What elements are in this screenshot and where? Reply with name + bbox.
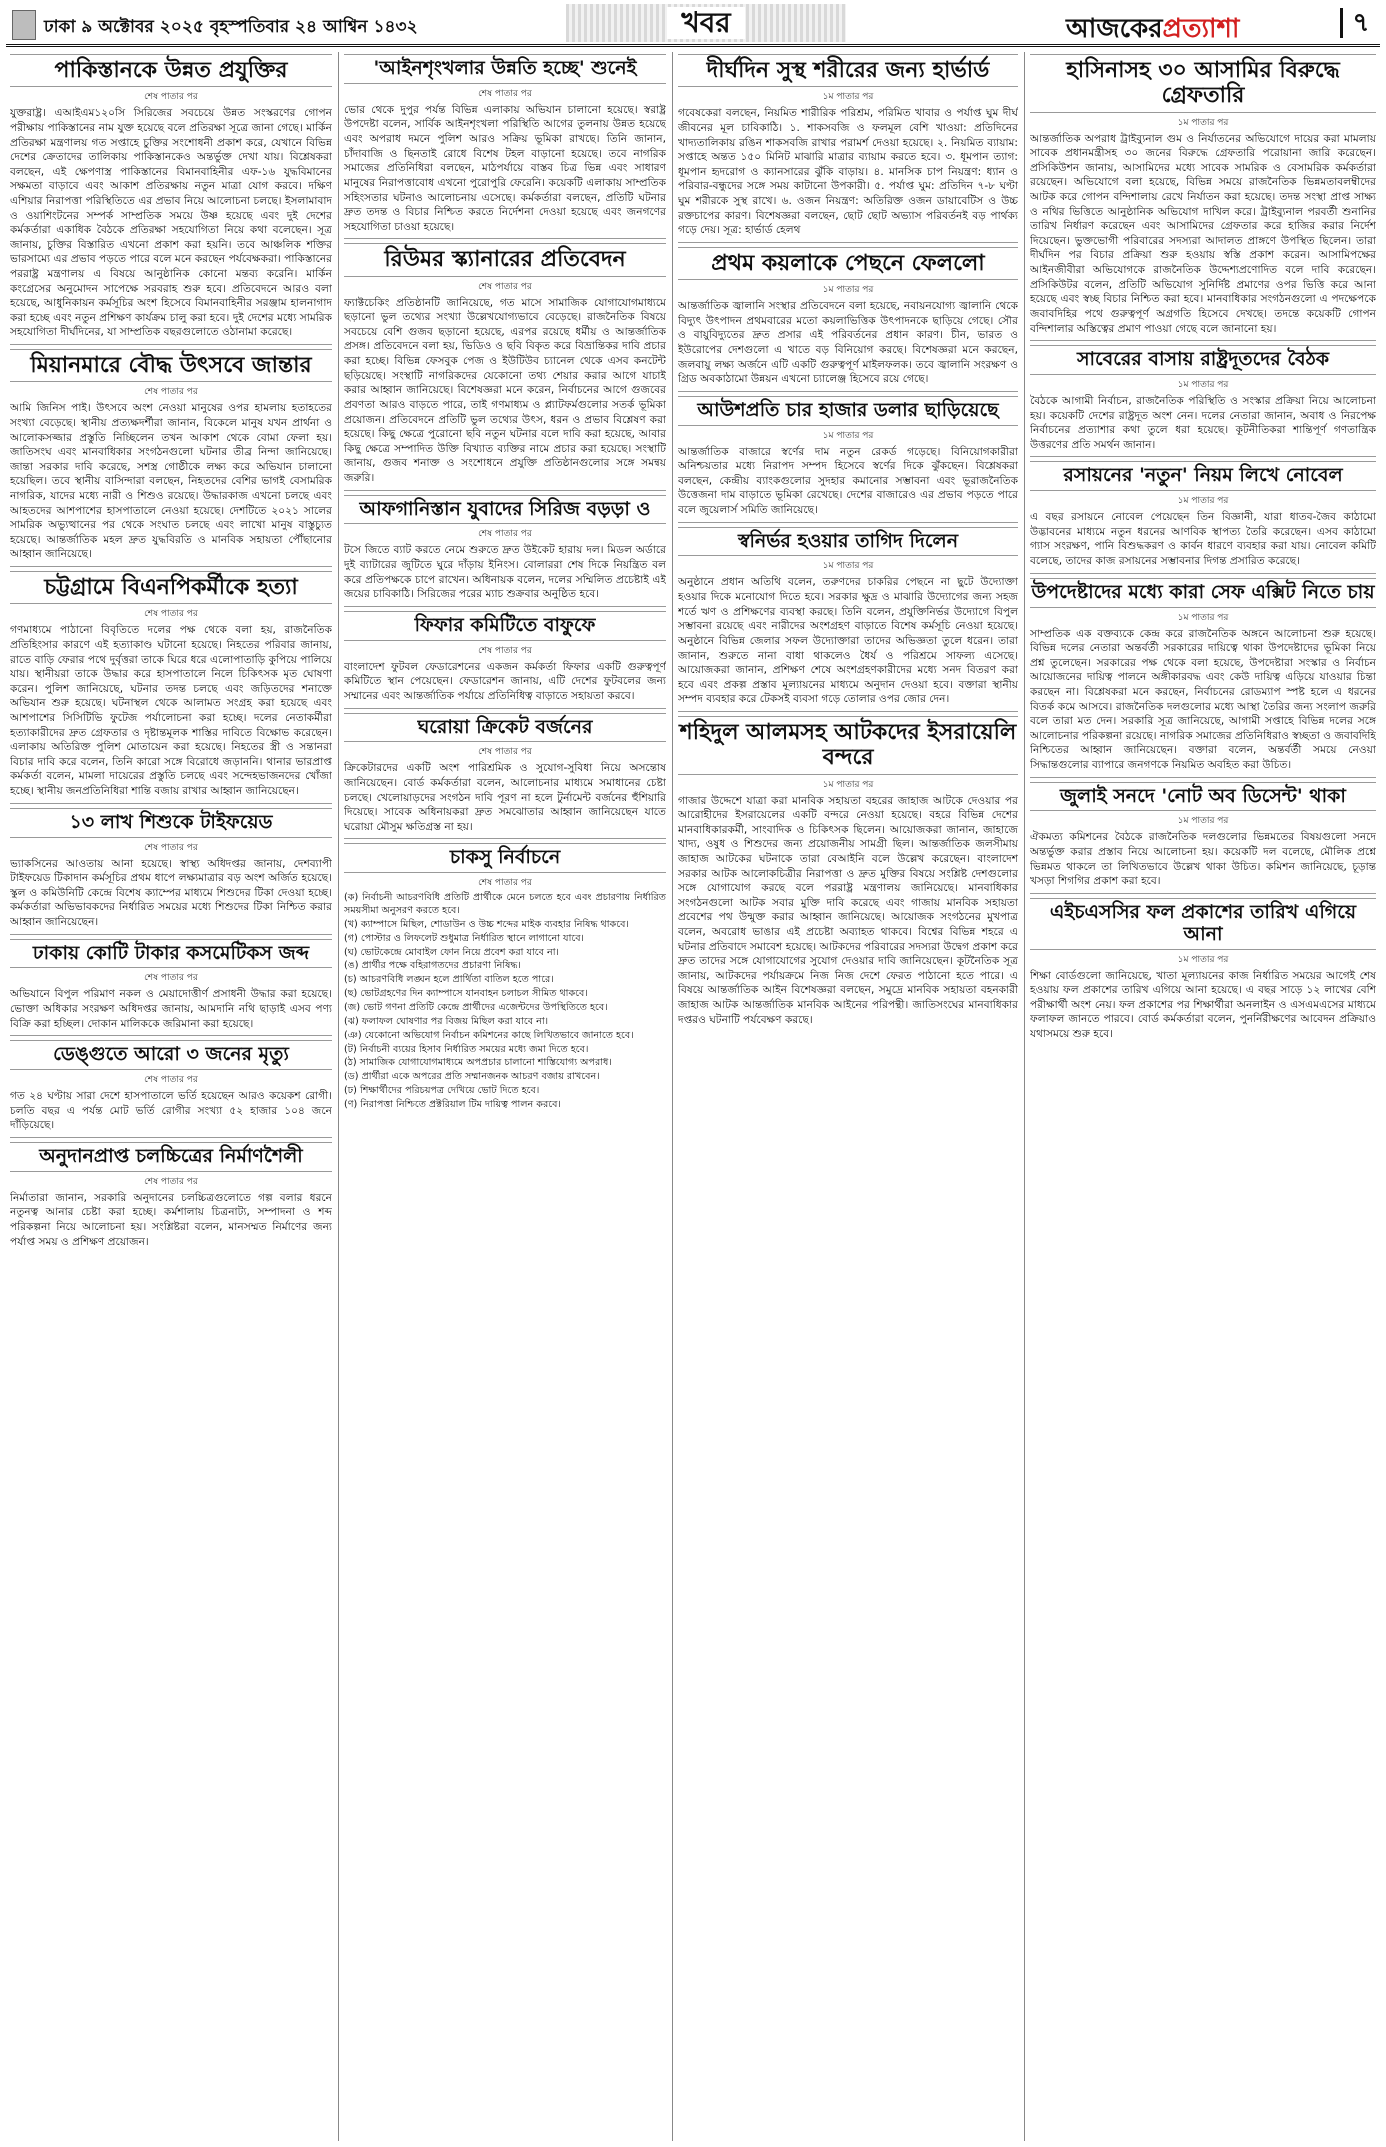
story-divider	[678, 711, 1018, 712]
list-item: (ঢ) শিক্ষার্থীদের পরিচয়পত্র দেখিয়ে ভোট দিতে হবে।	[344, 1085, 540, 1097]
news-story	[10, 808, 332, 930]
story-divider	[1030, 340, 1376, 341]
story-divider	[1030, 573, 1376, 574]
story-divider	[10, 803, 332, 804]
story-divider	[10, 1137, 332, 1138]
continuation-label: শেষ পাতার পর	[144, 1176, 198, 1187]
list-item: (ছ) ভোটগ্রহণের দিন ক্যাম্পাসে যানবাহন চলাচল সীমিত থাকবে।	[344, 988, 588, 1000]
story-body: নির্মাতারা জানান, সরকারি অনুদানের চলচ্চিত্রগুলোতে গল্প বলার ধরনে নতুনত্ব আনার চেষ্টা করা হচ্ছে। কর্মশালায় চিত্রনাট্য, সম্পাদনা ও শব্দ পরিকল্পনা নিয়ে আলোচনা হয়। সংশ্লিষ্টরা বলেন, মানসম্মত নির্মাণের জন্য পর্যাপ্ত সময় ও প্রশিক্ষণ প্রয়োজন।	[10, 1191, 332, 1248]
story-body: অভিযানে বিপুল পরিমাণ নকল ও মেয়াদোত্তীর্ণ প্রসাধনী উদ্ধার করা হয়েছে। ভোক্তা অধিকার সংরক্ষণ অধিদপ্তর জানায়, আমদানি নথি ছাড়াই এসব পণ্য বিক্রি করা হচ্ছিল। দোকান মালিককে জরিমানা করা হয়েছে।	[10, 988, 332, 1030]
continuation-label: শেষ পাতার পর	[478, 529, 532, 540]
list-item: (গ) পোস্টার ও লিফলেট শুধুমাত্র নির্ধারিত স্থানে লাগানো যাবে।	[344, 932, 584, 944]
story-body: এ বছর রসায়নে নোবেল পেয়েছেন তিন বিজ্ঞানী, যারা ধাতব-জৈব কাঠামো উদ্ভাবনের মাধ্যমে নতুন ধরনের আণবিক স্থাপত্য তৈরি করেছেন। এসব কাঠামো গ্যাস সংরক্ষণ, পানি বিশুদ্ধকরণ ও কার্বন ধারণে ব্যবহার করা যায়। নোবেল কমিটি বলেছে, তাদের কাজ রসায়নের সম্ভাবনার দিগন্ত প্রসারিত করেছে।	[1030, 511, 1376, 568]
story-divider	[344, 490, 666, 491]
story-headline[interactable]: আফগানিস্তান যুবাদের সিরিজ বড়ড়া ও	[344, 495, 666, 525]
list-item: (জ) ভোট গণনা প্রতিটি কেন্দ্রে প্রার্থীদের এজেন্টদের উপস্থিতিতে হবে।	[344, 1001, 608, 1013]
story-headline[interactable]: মিয়ানমারে বৌদ্ধ উৎসবে জান্তার	[10, 349, 332, 382]
news-story	[344, 54, 666, 234]
story-headline[interactable]: হাসিনাসহ ৩০ আসামির বিরুদ্ধে গ্রেফতারি	[1030, 54, 1376, 113]
story-headline[interactable]: 'আইনশৃংখলার উন্নতি হচ্ছে' শুনেই	[344, 54, 666, 84]
story-body: অনুষ্ঠানে প্রধান অতিথি বলেন, তরুণদের চাকরির পেছনে না ছুটে উদ্যোক্তা হওয়ার দিকে মনোযোগ দিতে হবে। সরকার ক্ষুদ্র ও মাঝারি উদ্যোগের জন্য সহজ শর্তে ঋণ ও প্রশিক্ষণের ব্যবস্থা করছে। তিনি বলেন, প্রযুক্তিনির্ভর উদ্যোগে বিপুল সম্ভাবনা রয়েছে এবং নারীদের অংশগ্রহণ বাড়াতে বিশেষ কর্মসূচি নেওয়া হয়েছে। অনুষ্ঠানে বিভিন্ন জেলার সফল উদ্যোক্তারা তাদের অভিজ্ঞতা তুলে ধরেন। তারা জানান, শুরুতে নানা বাধা থাকলেও ধৈর্য ও পরিশ্রমে সাফল্য এসেছে। আয়োজকরা জানান, প্রশিক্ষণ শেষে অংশগ্রহণকারীদের মধ্যে সনদ বিতরণ করা হবে এবং প্রকল্প প্রস্তাব মূল্যায়নের মাধ্যমে অনুদান দেওয়া হবে। বক্তারা স্থানীয় সম্পদ ব্যবহার করে টেকসই ব্যবসা গড়ে তোলার ওপর জোর দেন।	[678, 576, 1018, 706]
column-3	[678, 52, 1018, 2141]
news-story	[10, 349, 332, 562]
list-item: (ণ) নিরাপত্তা নিশ্চিতে প্রক্টরিয়াল টিম দায়িত্ব পালন করবে।	[344, 1098, 561, 1110]
story-body: গবেষকেরা বলছেন, নিয়মিত শারীরিক পরিশ্রম, পরিমিত খাবার ও পর্যাপ্ত ঘুম দীর্ঘ জীবনের মূল চাবিকাঠি। ১. শাকসবজি ও ফলমূল বেশি খাওয়া: প্রতিদিনের খাদ্যতালিকায় রঙিন শাকসবজি রাখার পরামর্শ দেওয়া হয়েছে। ২. নিয়মিত ব্যায়াম: সপ্তাহে অন্তত ১৫০ মিনিট মাঝারি মাত্রার ব্যায়াম করতে হবে। ৩. ধূমপান ত্যাগ: ধূমপান হৃদরোগ ও ক্যানসারের ঝুঁকি বাড়ায়। ৪. মানসিক চাপ নিয়ন্ত্রণ: ধ্যান ও পরিবার-বন্ধুদের সঙ্গে সময় কাটানো উপকারী। ৫. পর্যাপ্ত ঘুম: প্রতিদিন ৭-৮ ঘণ্টা ঘুম শরীরকে সুস্থ রাখে। ৬. ওজন নিয়ন্ত্রণ: অতিরিক্ত ওজন ডায়াবেটিস ও উচ্চ রক্তচাপের কারণ। বিশেষজ্ঞরা বলছেন, ছোট ছোট অভ্যাস পরিবর্তনই বড় পার্থক্য গড়ে দেয়। সূত্র: হার্ভার্ড হেলথ	[678, 107, 1018, 237]
story-body: শিক্ষা বোর্ডগুলো জানিয়েছে, খাতা মূল্যায়নের কাজ নির্ধারিত সময়ের আগেই শেষ হওয়ায় ফল প্রকাশের তারিখ এগিয়ে আনা হয়েছে। এ বছর সাড়ে ১২ লাখের বেশি পরীক্ষার্থী অংশ নেয়। ফল প্রকাশের পর শিক্ষার্থীরা অনলাইন ও এসএমএসের মাধ্যমে ফলাফল জানতে পারবে। বোর্ড কর্মকর্তারা বলেন, পুনর্নিরীক্ষণের আবেদন প্রক্রিয়াও যথাসময়ে শুরু হবে।	[1030, 969, 1376, 1041]
story-divider	[678, 391, 1018, 392]
continuation-label: ১ম পাতার পর	[1177, 117, 1229, 128]
story-divider	[678, 242, 1018, 243]
story-divider	[344, 708, 666, 709]
story-divider	[1030, 456, 1376, 457]
continuation-label: শেষ পাতার পর	[144, 1075, 198, 1086]
date-line: ঢাকা ৯ অক্টোবর ২০২৫ বৃহস্পতিবার ২৪ আশ্বিন ১৪৩২	[44, 17, 418, 37]
story-body: আন্তর্জাতিক বাজারে স্বর্ণের দাম নতুন রেকর্ড গড়েছে। বিনিয়োগকারীরা অনিশ্চয়তার মধ্যে নিরাপদ সম্পদ হিসেবে স্বর্ণের দিকে ঝুঁকছেন। বিশ্লেষকরা বলছেন, কেন্দ্রীয় ব্যাংকগুলোর সুদহার কমানোর সম্ভাবনা এবং ভূরাজনৈতিক উত্তেজনা দাম বাড়াতে ভূমিকা রেখেছে। দেশের বাজারেও এর প্রভাব পড়তে পারে বলে জুয়েলার্স সমিতি জানিয়েছে।	[678, 445, 1018, 517]
continuation-label: ১ম পাতার পর	[1177, 954, 1229, 965]
list-item: (ঠ) সামাজিক যোগাযোগমাধ্যমে অপপ্রচার চালানো শাস্তিযোগ্য অপরাধ।	[344, 1057, 612, 1069]
column-2	[344, 52, 666, 2141]
story-headline[interactable]: স্বনির্ভর হওয়ার তাগিদ দিলেন	[678, 527, 1018, 557]
news-story	[1030, 782, 1376, 889]
rules-list	[344, 892, 666, 1112]
story-headline[interactable]: রিউমর স্ক্যানারের প্রতিবেদন	[344, 243, 666, 276]
continuation-label: শেষ পাতার পর	[144, 973, 198, 984]
column-4	[1030, 52, 1376, 2141]
story-divider	[344, 838, 666, 839]
story-headline[interactable]: ফিফার কমিটিতে বাফুফে	[344, 611, 666, 641]
story-body: ফ্যাক্টচেকিং প্রতিষ্ঠানটি জানিয়েছে, গত মাসে সামাজিক যোগাযোগমাধ্যমে ছড়ানো ভুল তথ্যের সংখ্যা উল্লেখযোগ্যভাবে বেড়েছে। রাজনৈতিক বিষয়ে সবচেয়ে বেশি গুজব ছড়ানো হয়েছে, এরপর রয়েছে ধর্মীয় ও আন্তর্জাতিক প্রসঙ্গ। প্রতিবেদনে বলা হয়, ভিডিও ও ছবি বিকৃত করে বিভ্রান্তিকর দাবি প্রচার করা হচ্ছে। বিভিন্ন ফেসবুক পেজ ও ইউটিউব চ্যানেল থেকে এসব কনটেন্ট ছড়িয়েছে। সংস্থাটি নাগরিকদের যেকোনো তথ্য শেয়ার করার আগে যাচাই করার আহ্বান জানিয়েছে। বিশেষজ্ঞরা মনে করেন, নির্বাচনের আগে গুজবের প্রবণতা আরও বাড়তে পারে, তাই গণমাধ্যম ও প্ল্যাটফর্মগুলোর সতর্ক ভূমিকা প্রয়োজন। প্রতিবেদনে প্রতিটি ভুল তথ্যের উৎস, ধরন ও প্রভাব বিশ্লেষণ করা হয়েছে। কিছু ক্ষেত্রে পুরোনো ছবি নতুন ঘটনার বলে দাবি করা হয়েছে, আবার কিছু ক্ষেত্রে সম্পাদিত উক্তি বিখ্যাত ব্যক্তির নামে প্রচার করা হয়েছে। সংস্থাটি জানায়, গুজব শনাক্ত ও সংশোধনে প্রযুক্তি প্রতিষ্ঠানগুলোর সঙ্গে সমন্বয় জরুরি।	[344, 296, 666, 484]
news-story	[1030, 54, 1376, 336]
logo-prefix: আজকের	[1066, 14, 1163, 44]
story-divider	[678, 522, 1018, 523]
continuation-label: শেষ পাতার পর	[144, 609, 198, 620]
story-headline[interactable]: পাকিস্তানকে উন্নত প্রযুক্তির	[10, 54, 332, 87]
story-body: আন্তর্জাতিক জ্বালানি সংস্থার প্রতিবেদনে বলা হয়েছে, নবায়নযোগ্য জ্বালানি থেকে বিদ্যুৎ উৎপাদন প্রথমবারের মতো কয়লাভিত্তিক উৎপাদনকে ছাড়িয়ে গেছে। সৌর ও বায়ুবিদ্যুতের দ্রুত প্রসার এই পরিবর্তনের প্রধান কারণ। চীন, ভারত ও ইউরোপের দেশগুলো এ খাতে বড় বিনিয়োগ করছে। বিশেষজ্ঞরা মনে করছেন, জলবায়ু লক্ষ্য অর্জনে এটি একটি গুরুত্বপূর্ণ মাইলফলক। তবে জ্বালানি সংরক্ষণ ও গ্রিড অবকাঠামো উন্নয়ন এখনো চ্যালেঞ্জ হিসেবে রয়ে গেছে।	[678, 300, 1018, 386]
continuation-label: ১ম পাতার পর	[1177, 612, 1229, 623]
newspaper-logo	[1066, 8, 1239, 52]
section-banner	[566, 4, 846, 42]
news-story	[10, 54, 332, 340]
story-headline[interactable]: দীর্ঘদিন সুস্থ শরীরের জন্য হার্ভার্ড	[678, 54, 1018, 87]
story-body: গত ২৪ ঘণ্টায় সারা দেশে হাসপাতালে ভর্তি হয়েছেন আরও কয়েকশ রোগী। চলতি বছর এ পর্যন্ত মোট ভর্তি রোগীর সংখ্যা ৫২ হাজার ১০৪ জনে দাঁড়িয়েছে।	[10, 1090, 332, 1132]
news-story	[678, 247, 1018, 387]
story-divider	[1030, 777, 1376, 778]
continuation-label: শেষ পাতার পর	[478, 645, 532, 656]
continuation-label: শেষ পাতার পর	[144, 92, 198, 103]
masthead	[6, 4, 1380, 47]
news-story	[678, 396, 1018, 518]
story-headline[interactable]: ১৩ লাখ শিশুকে টাইফয়েড	[10, 808, 332, 838]
story-body: বাংলাদেশ ফুটবল ফেডারেশনের একজন কর্মকর্তা ফিফার একটি গুরুত্বপূর্ণ কমিটিতে স্থান পেয়েছেন। ফেডারেশন জানায়, এটি দেশের ফুটবলের জন্য সম্মানের এবং আন্তর্জাতিক পর্যায়ে প্রতিনিধিত্ব বাড়াতে সহায়তা করবে।	[344, 660, 666, 702]
section-title: খবর	[667, 7, 744, 39]
continuation-label: শেষ পাতার পর	[478, 747, 532, 758]
story-body: যুক্তরাষ্ট্র। এআইএম১২০সি সিরিজের সবচেয়ে উন্নত সংস্করণের গোপন পরীক্ষায় পাকিস্তানের নাম যুক্ত হয়েছে বলে প্রতিরক্ষা সূত্রে জানা গেছে। মার্কিন প্রতিরক্ষা মন্ত্রণালয় গত সপ্তাহে চুক্তির সংশোধনী প্রকাশ করে, যেখানে বিভিন্ন দেশের ক্রেতাদের তালিকায় পাকিস্তানকেও অন্তর্ভুক্ত দেখা যায়। বিশ্লেষকরা বলছেন, এই ক্ষেপণাস্ত্র পাকিস্তানের বিমানবাহিনীর এফ-১৬ যুদ্ধবিমানের সক্ষমতা বাড়াবে এবং আকাশ প্রতিরক্ষায় নতুন মাত্রা যোগ করবে। দক্ষিণ এশিয়ার নিরাপত্তা পরিস্থিতিতে এর প্রভাব নিয়ে আলোচনা চলছে। ইসলামাবাদ ও ওয়াশিংটনের সম্পর্ক সাম্প্রতিক সময়ে উষ্ণ হয়েছে এবং দুই দেশের কর্মকর্তারা একাধিক বৈঠকে প্রতিরক্ষা সহযোগিতা নিয়ে কথা বলেছেন। সূত্র জানায়, চুক্তির বিস্তারিত এখনো প্রকাশ করা হয়নি। তবে আঞ্চলিক শক্তির ভারসাম্যে এর প্রভাব পড়তে পারে বলে মনে করছেন পর্যবেক্ষকরা। পাকিস্তানের পররাষ্ট্র মন্ত্রণালয় এ বিষয়ে আনুষ্ঠানিক কোনো মন্তব্য করেনি। মার্কিন কংগ্রেসের অনুমোদন সাপেক্ষে সরবরাহ শুরু হবে। প্রতিবেদনে আরও বলা হয়েছে, আধুনিকায়ন কর্মসূচির অংশ হিসেবে বিমানবাহিনীর সরঞ্জাম হালনাগাদ করা হচ্ছে এবং নতুন প্রশিক্ষণ কার্যক্রম চালু করা হবে। দুই দেশের মধ্যে সামরিক সহযোগিতা দীর্ঘদিনের, যা সাম্প্রতিক বছরগুলোতে ওঠানামা করেছে।	[10, 107, 332, 339]
continuation-label: ১ম পাতার পর	[822, 285, 874, 296]
story-headline[interactable]: ঢাকায় কোটি টাকার কসমেটিকস জব্দ	[10, 939, 332, 969]
list-item: (ক) নির্বাচনী আচরণবিধি প্রতিটি প্রার্থীকে মেনে চলতে হবে এবং প্রচারণায় নির্ধারিত সময়সীমা অনুসরণ করতে হবে।	[344, 892, 666, 917]
continuation-label: ১ম পাতার পর	[822, 92, 874, 103]
story-headline[interactable]: চট্টগ্রামে বিএনপিকর্মীকে হত্যা	[10, 571, 332, 604]
continuation-label: শেষ পাতার পর	[144, 387, 198, 398]
list-item: (খ) ক্যাম্পাসে মিছিল, শোডাউন ও উচ্চ শব্দের মাইক ব্যবহার নিষিদ্ধ থাকবে।	[344, 918, 629, 930]
news-story	[10, 571, 332, 799]
continuation-label: ১ম পাতার পর	[822, 779, 874, 790]
story-headline[interactable]: রসায়নের 'নতুন' নিয়ম লিখে নোবেল	[1030, 461, 1376, 491]
story-headline[interactable]: উপদেষ্টাদের মধ্যে কারা সেফ এক্সিট নিতে চায়	[1030, 578, 1376, 608]
story-body: টসে জিতে ব্যাট করতে নেমে শুরুতে দ্রুত উইকেট হারায় দল। মিডল অর্ডারে দুই ব্যাটারের জুটিতে ঘুরে দাঁড়ায় ইনিংস। বোলাররা শেষ দিকে নিয়ন্ত্রিত বল করে প্রতিপক্ষকে চাপে রাখেন। অধিনায়ক বলেন, দলের সম্মিলিত প্রচেষ্টাই এই জয়ের চাবিকাঠি। সিরিজের পরের ম্যাচ শুক্রবার অনুষ্ঠিত হবে।	[344, 544, 666, 601]
story-headline[interactable]: চাকসু নির্বাচনে	[344, 843, 666, 873]
column-divider	[338, 52, 339, 2141]
column-divider	[672, 52, 673, 2141]
news-story	[344, 713, 666, 835]
news-story	[10, 939, 332, 1032]
story-body: ক্রিকেটারদের একটি অংশ পারিশ্রমিক ও সুযোগ-সুবিধা নিয়ে অসন্তোষ জানিয়েছেন। বোর্ড কর্মকর্তারা বলেন, আলোচনার মাধ্যমে সমাধানের চেষ্টা চলছে। খেলোয়াড়দের সংগঠন দাবি পূরণ না হলে টুর্নামেন্ট বর্জনের হুঁশিয়ারি দিয়েছে। সাবেক অধিনায়করা দ্রুত সমঝোতার আহ্বান জানিয়েছেন যাতে ঘরোয়া মৌসুম ক্ষতিগ্রস্ত না হয়।	[344, 762, 666, 833]
story-headline[interactable]: অনুদানপ্রাপ্ত চলচ্চিত্রের নির্মাণশৈলী	[10, 1142, 332, 1172]
news-story	[1030, 898, 1376, 1042]
story-divider	[344, 606, 666, 607]
story-headline[interactable]: শহিদুল আলমসহ আটকদের ইসরায়েলি বন্দরে	[678, 716, 1018, 775]
news-story	[678, 527, 1018, 707]
continuation-label: ১ম পাতার পর	[1177, 379, 1229, 390]
list-item: (ঞ) যেকোনো অভিযোগ নির্বাচন কমিশনের কাছে লিখিতভাবে জানাতে হবে।	[344, 1029, 634, 1041]
story-divider	[344, 238, 666, 239]
story-body: ভ্যাকসিনের আওতায় আনা হয়েছে। স্বাস্থ্য অধিদপ্তর জানায়, দেশব্যাপী টাইফয়েড টিকাদান কর্মসূচির প্রথম ধাপে লক্ষ্যমাত্রার বড় অংশ অর্জিত হয়েছে। স্কুল ও কমিউনিটি কেন্দ্রে বিশেষ ক্যাম্পের মাধ্যমে শিশুদের টিকা দেওয়া হচ্ছে। কর্মকর্তারা অভিভাবকদের নির্ধারিত সময়ের মধ্যে শিশুদের টিকা নিশ্চিত করার আহ্বান জানিয়েছেন।	[10, 857, 332, 928]
story-body: গণমাধ্যমে পাঠানো বিবৃতিতে দলের পক্ষ থেকে বলা হয়, রাজনৈতিক প্রতিহিংসার কারণে এই হত্যাকাণ্ড ঘটানো হয়েছে। নিহতের পরিবার জানায়, রাতে বাড়ি ফেরার পথে দুর্বৃত্তরা তাকে ঘিরে ধরে এলোপাতাড়ি কুপিয়ে পালিয়ে যায়। স্থানীয়রা তাকে উদ্ধার করে হাসপাতালে নিলে চিকিৎসক মৃত ঘোষণা করেন। পুলিশ জানিয়েছে, ঘটনার তদন্ত চলছে এবং জড়িতদের শনাক্তে অভিযান শুরু হয়েছে। ঘটনাস্থল থেকে আলামত সংগ্রহ করা হয়েছে এবং আশপাশের সিসিটিভি ফুটেজ পর্যালোচনা করা হচ্ছে। দলের নেতাকর্মীরা হত্যাকারীদের দ্রুত গ্রেফতার ও দৃষ্টান্তমূলক শাস্তির দাবিতে বিক্ষোভ করেছেন। এলাকায় অতিরিক্ত পুলিশ মোতায়েন করা হয়েছে। নিহতের স্ত্রী ও সন্তানরা বিচার দাবি করে বলেন, তিনি কারো সঙ্গে বিরোধে জড়াননি। থানার ভারপ্রাপ্ত কর্মকর্তা বলেন, মামলা দায়েরের প্রস্তুতি চলছে এবং সন্দেহভাজনদের খোঁজা হচ্ছে। স্থানীয় জনপ্রতিনিধিরা শান্তি বজায় রাখার আহ্বান জানিয়েছেন।	[10, 624, 332, 798]
continuation-label: ১ম পাতার পর	[822, 561, 874, 572]
continuation-label: ১ম পাতার পর	[1177, 496, 1229, 507]
story-divider	[10, 566, 332, 567]
story-body: সাম্প্রতিক এক বক্তব্যকে কেন্দ্র করে রাজনৈতিক অঙ্গনে আলোচনা শুরু হয়েছে। বিভিন্ন দলের নেতারা অন্তর্বর্তী সরকারের দায়িত্বে থাকা উপদেষ্টাদের ভূমিকা নিয়ে প্রশ্ন তুলেছেন। সরকারের পক্ষ থেকে বলা হয়েছে, উপদেষ্টারা সংস্কার ও নির্বাচন আয়োজনের দায়িত্ব পালনে অঙ্গীকারবদ্ধ এবং কেউ দায়িত্ব এড়িয়ে যাওয়ার চিন্তা করছেন না। বিশ্লেষকরা মনে করছেন, নির্বাচনের রোডম্যাপ স্পষ্ট হলে এ ধরনের বিতর্ক কমে আসবে। রাজনৈতিক দলগুলোর মধ্যে আস্থা তৈরির জন্য সংলাপ জরুরি বলে তারা মত দেন। সরকারি সূত্র জানিয়েছে, আগামী সপ্তাহে বিভিন্ন দলের সঙ্গে আলোচনার পরিকল্পনা রয়েছে। নাগরিক সমাজের প্রতিনিধিরাও স্বচ্ছতা ও জবাবদিহি নিশ্চিতের আহ্বান জানিয়েছেন। বক্তারা বলেন, অন্তর্বর্তী সময়ে নেওয়া সিদ্ধান্তগুলোর ব্যাপারে জনগণকে নিয়মিত অবহিত করা উচিত।	[1030, 627, 1376, 772]
story-headline[interactable]: সাবেরের বাসায় রাষ্ট্রদূতদের বৈঠক	[1030, 345, 1376, 375]
news-story	[10, 1040, 332, 1133]
list-item: (ড) প্রার্থীরা একে অপরের প্রতি সম্মানজনক আচরণ বজায় রাখবেন।	[344, 1071, 600, 1083]
story-headline[interactable]: জুলাই সনদে 'নোট অব ডিসেন্ট' থাকা	[1030, 782, 1376, 812]
news-story	[1030, 578, 1376, 773]
continuation-label: শেষ পাতার পর	[478, 88, 532, 99]
continuation-label: শেষ পাতার পর	[478, 281, 532, 292]
list-item: (চ) আচরণবিধি লঙ্ঘন হলে প্রার্থিতা বাতিল হতে পারে।	[344, 974, 554, 986]
story-body: আন্তর্জাতিক অপরাধ ট্রাইব্যুনাল গুম ও নির্যাতনের অভিযোগে দায়ের করা মামলায় সাবেক প্রধানমন্ত্রীসহ ৩০ জনের বিরুদ্ধে গ্রেফতারি পরোয়ানা জারি করেছেন। প্রসিকিউশন জানায়, আসামিদের মধ্যে সাবেক সামরিক ও বেসামরিক কর্মকর্তারা রয়েছেন। অভিযোগে বলা হয়েছে, বিভিন্ন সময়ে রাজনৈতিক ভিন্নমতাবলম্বীদের আটক করে গোপন বন্দিশালায় রেখে নির্যাতন করা হয়েছে। তদন্ত সংস্থা প্রাপ্ত সাক্ষ্য ও নথির ভিত্তিতে আনুষ্ঠানিক অভিযোগ দাখিল করে। ট্রাইব্যুনাল পরবর্তী শুনানির তারিখ নির্ধারণ করেছেন এবং আসামিদের গ্রেফতার করে হাজির করার নির্দেশ দিয়েছেন। ভুক্তভোগী পরিবারের সদস্যরা আদালত প্রাঙ্গণে উপস্থিত ছিলেন। তারা দীর্ঘদিন পর বিচার প্রক্রিয়া শুরু হওয়ায় স্বস্তি প্রকাশ করেন। আসামিপক্ষের আইনজীবীরা অভিযোগকে রাজনৈতিক উদ্দেশ্যপ্রণোদিত বলে দাবি করেছেন। প্রসিকিউটর বলেন, প্রতিটি অভিযোগ সুনির্দিষ্ট প্রমাণের ওপর ভিত্তি করে আনা হয়েছে এবং স্বচ্ছ বিচার নিশ্চিত করা হবে। মানবাধিকার সংগঠনগুলো এ পদক্ষেপকে জবাবদিহির পথে গুরুত্বপূর্ণ অগ্রগতি হিসেবে দেখছে। তদন্তে কয়েকটি গোপন বন্দিশালার অস্তিত্বের প্রমাণ পাওয়া গেছে বলে জানানো হয়।	[1030, 132, 1376, 335]
story-divider	[10, 1035, 332, 1036]
story-body: ঐকমত্য কমিশনের বৈঠকে রাজনৈতিক দলগুলোর ভিন্নমতের বিষয়গুলো সনদে অন্তর্ভুক্ত করার প্রস্তাব নিয়ে আলোচনা হয়। কয়েকটি দল বলেছে, মৌলিক প্রশ্নে ভিন্নমত থাকলে তা লিখিতভাবে উল্লেখ থাকা উচিত। কমিশন জানিয়েছে, চূড়ান্ত খসড়া শিগগির প্রকাশ করা হবে।	[1030, 831, 1376, 888]
story-headline[interactable]: প্রথম কয়লাকে পেছনে ফেললো	[678, 247, 1018, 280]
story-body: ভোর থেকে দুপুর পর্যন্ত বিভিন্ন এলাকায় অভিযান চালানো হয়েছে। স্বরাষ্ট্র উপদেষ্টা বলেন, সার্বিক আইনশৃংখলা পরিস্থিতি আগের তুলনায় উন্নত হয়েছে এবং অপরাধ দমনে পুলিশ আরও সক্রিয় ভূমিকা রাখছে। তিনি জানান, চাঁদাবাজি ও ছিনতাই রোধে বিশেষ টহল বাড়ানো হয়েছে। তবে নাগরিক সমাজের প্রতিনিধিরা বলছেন, মাঠপর্যায়ে বাস্তব চিত্র ভিন্ন এবং সাধারণ মানুষের নিরাপত্তাবোধ এখনো পুরোপুরি ফেরেনি। কয়েকটি এলাকায় সাম্প্রতিক সহিংসতার ঘটনাও আলোচনায় এসেছে। কর্মকর্তারা বলছেন, প্রতিটি ঘটনার দ্রুত তদন্ত ও বিচার নিশ্চিত করতে নির্দেশনা দেওয়া হয়েছে এবং জনগণের সহযোগিতা চাওয়া হয়েছে।	[344, 103, 666, 233]
continuation-label: শেষ পাতার পর	[144, 842, 198, 853]
story-headline[interactable]: ঘরোয়া ক্রিকেট বর্জনের	[344, 713, 666, 743]
story-body: বৈঠকে আগামী নির্বাচন, রাজনৈতিক পরিস্থিতি ও সংস্কার প্রক্রিয়া নিয়ে আলোচনা হয়। কয়েকটি দেশের রাষ্ট্রদূত অংশ নেন। দলের নেতারা জানান, অবাধ ও নিরপেক্ষ নির্বাচনের প্রত্যাশার কথা তুলে ধরা হয়েছে। কূটনীতিকরা শান্তিপূর্ণ গণতান্ত্রিক উত্তরণের প্রতি সমর্থন জানান।	[1030, 394, 1376, 451]
list-item: (ঝ) ফলাফল ঘোষণার পর বিজয় মিছিল করা যাবে না।	[344, 1015, 549, 1027]
page-number: ৭	[1340, 8, 1379, 38]
news-story	[1030, 461, 1376, 568]
column-divider	[1024, 52, 1025, 2141]
story-headline[interactable]: এইচএসসির ফল প্রকাশের তারিখ এগিয়ে আনা	[1030, 898, 1376, 950]
continuation-label: শেষ পাতার পর	[478, 878, 532, 889]
news-story	[344, 843, 666, 1111]
story-headline[interactable]: ডেঙ্গুতে আরো ৩ জনের মৃত্যু	[10, 1040, 332, 1070]
news-story	[1030, 345, 1376, 452]
news-story	[678, 54, 1018, 238]
column-1	[10, 52, 332, 2141]
story-divider	[10, 344, 332, 345]
news-story	[344, 243, 666, 485]
story-divider	[1030, 893, 1376, 894]
story-headline[interactable]: আউশপ্রতি চার হাজার ডলার ছাড়িয়েছে	[678, 396, 1018, 426]
news-story	[678, 716, 1018, 1027]
news-story	[344, 611, 666, 704]
page-corner-marker	[12, 10, 36, 40]
story-divider	[10, 934, 332, 935]
continuation-label: ১ম পাতার পর	[822, 430, 874, 441]
logo-highlight: প্রত্যাশা	[1162, 14, 1240, 44]
news-story	[10, 1142, 332, 1249]
news-story	[344, 495, 666, 602]
list-item: (ঙ) প্রার্থীর পক্ষে বহিরাগতদের প্রচারণা নিষিদ্ধ।	[344, 960, 521, 972]
continuation-label: ১ম পাতার পর	[1177, 816, 1229, 827]
list-item: (ঘ) ভোটকেন্দ্রে মোবাইল ফোন নিয়ে প্রবেশ করা যাবে না।	[344, 946, 559, 958]
list-item: (ট) নির্বাচনী ব্যয়ের হিসাব নির্ধারিত সময়ের মধ্যে জমা দিতে হবে।	[344, 1043, 589, 1055]
story-body: আমি জিনিস পাই। উৎসবে অংশ নেওয়া মানুষের ওপর হামলায় হতাহতের সংখ্যা বেড়েছে। স্থানীয় প্রত্যক্ষদর্শীরা জানান, বিকেলে মানুষ যখন প্রার্থনা ও আলোকসজ্জার প্রস্তুতি নিচ্ছিলেন তখন আকাশ থেকে বোমা ফেলা হয়। জাতিসংঘ এবং মানবাধিকার সংগঠনগুলো ঘটনার তীব্র নিন্দা জানিয়েছে। জান্তা সরকার দাবি করেছে, সশস্ত্র গোষ্ঠীকে লক্ষ্য করে অভিযান চালানো হয়েছিল। তবে স্থানীয় বাসিন্দারা বলছেন, নিহতদের বেশির ভাগই বেসামরিক নাগরিক, যাদের মধ্যে নারী ও শিশুও রয়েছে। উদ্ধারকাজ এখনো চলছে এবং আহতদের আশপাশের হাসপাতালে নেওয়া হয়েছে। দেশটিতে ২০২১ সালের সামরিক অভ্যুত্থানের পর থেকে সংঘাত চলছে এবং লাখো মানুষ বাস্তুচ্যুত হয়েছে। আন্তর্জাতিক মহল দ্রুত যুদ্ধবিরতি ও মানবিক সহায়তা পৌঁছানোর আহ্বান জানিয়েছে।	[10, 402, 332, 561]
story-body: গাজার উদ্দেশে যাত্রা করা মানবিক সহায়তা বহরের জাহাজ আটকে দেওয়ার পর আরোহীদের ইসরায়েলের একটি বন্দরে নেওয়া হয়েছে। বহরে বিভিন্ন দেশের মানবাধিকারকর্মী, সাংবাদিক ও চিকিৎসক ছিলেন। আয়োজকরা জানান, জাহাজে খাদ্য, ওষুধ ও শিশুদের জন্য প্রয়োজনীয় সামগ্রী ছিল। আন্তর্জাতিক জলসীমায় জাহাজ আটকের ঘটনাকে তারা বেআইনি বলে উল্লেখ করেছেন। বাংলাদেশ সরকার আটক আলোকচিত্রীর নিরাপত্তা ও দ্রুত মুক্তির বিষয়ে সংশ্লিষ্ট দেশগুলোর সঙ্গে যোগাযোগ করছে বলে পররাষ্ট্র মন্ত্রণালয় জানিয়েছে। মানবাধিকার সংগঠনগুলো আটক সবার মুক্তি দাবি করেছে এবং গাজায় মানবিক সহায়তা প্রবেশের পথ উন্মুক্ত করার আহ্বান জানিয়েছে। আয়োজক সংগঠনের মুখপাত্র বলেন, অবরোধ ভাঙার এই প্রচেষ্টা অব্যাহত থাকবে। বিশ্বের বিভিন্ন শহরে এ ঘটনার প্রতিবাদে সমাবেশ হয়েছে। আটকদের পরিবারের সদস্যরা উদ্বেগ প্রকাশ করে দ্রুত তাদের সঙ্গে যোগাযোগের সুযোগ দেওয়ার দাবি জানিয়েছেন। কূটনৈতিক সূত্র জানায়, আটকদের পর্যায়ক্রমে নিজ নিজ দেশে ফেরত পাঠানো হতে পারে। এ বিষয়ে আন্তর্জাতিক আইন বিশেষজ্ঞরা বলছেন, সমুদ্রে মানবিক সহায়তা বহনকারী জাহাজ আটক আন্তর্জাতিক মানবিক আইনের পরিপন্থী। জাতিসংঘের মানবাধিকার দপ্তরও ঘটনাটি পর্যবেক্ষণ করছে।	[678, 794, 1018, 1026]
